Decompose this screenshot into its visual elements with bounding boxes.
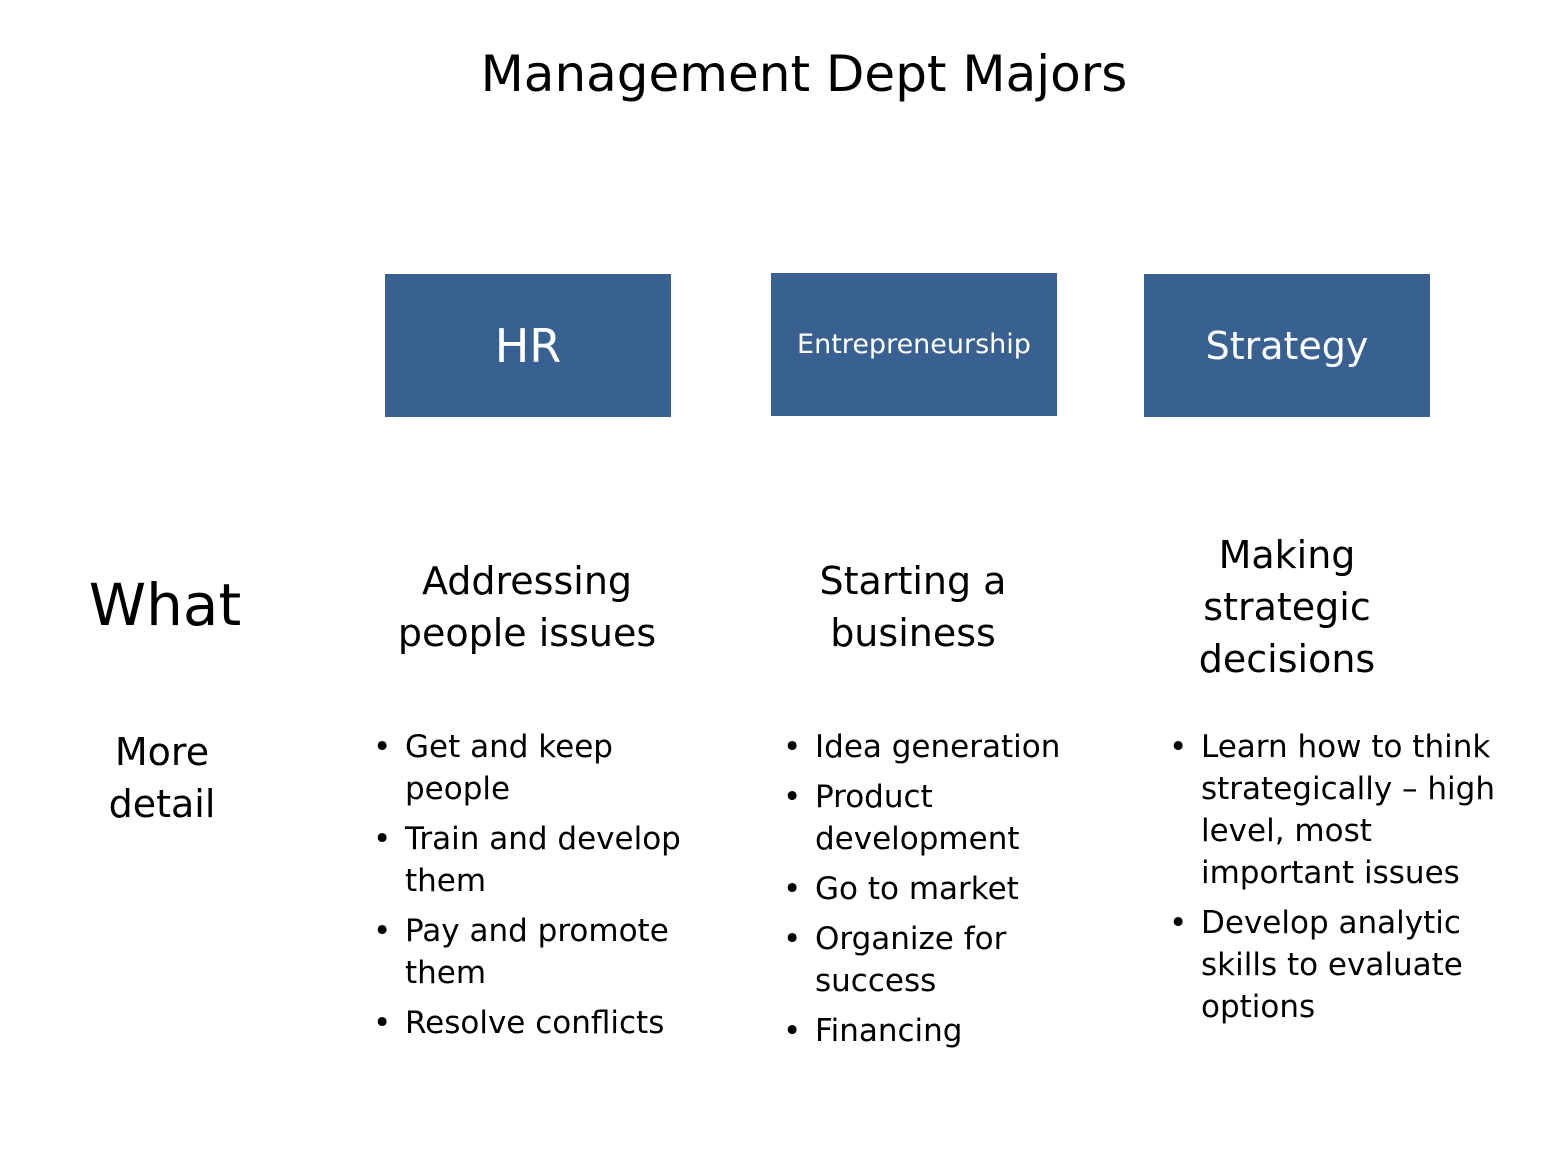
list-item-text: Product development: [815, 779, 1020, 857]
detail-list-entrepreneurship: [783, 726, 1113, 1060]
bullet-icon: •: [783, 1013, 802, 1049]
bullet-icon: •: [373, 1005, 392, 1041]
bullet-icon: •: [783, 729, 802, 765]
list-item-text: Go to market: [815, 871, 1019, 907]
bullet-icon: •: [1169, 905, 1188, 941]
bullet-icon: •: [783, 871, 802, 907]
list-item: [783, 918, 1113, 1002]
list-item: [783, 1010, 1113, 1052]
list-item: [1169, 726, 1509, 894]
what-text-entrepreneurship: Starting a business: [819, 559, 1007, 655]
list-item-text: Pay and promote them: [405, 913, 669, 991]
list-item-text: Develop analytic skills to evaluate options: [1201, 905, 1463, 1025]
list-item: [373, 1002, 703, 1044]
list-item-text: Learn how to think strategically – high level, most important issues: [1201, 729, 1495, 891]
list-item: [783, 868, 1113, 910]
major-box-hr: [385, 274, 671, 417]
bullet-icon: •: [1169, 729, 1188, 765]
bullet-icon: •: [373, 729, 392, 765]
major-label: Strategy: [1205, 323, 1369, 368]
list-item-text: Idea generation: [815, 729, 1061, 765]
page-title: Management Dept Majors: [480, 45, 1128, 103]
major-box-entrepreneurship: [771, 273, 1057, 416]
major-label: HR: [494, 318, 562, 373]
bullet-icon: •: [783, 921, 802, 957]
bullet-icon: •: [373, 913, 392, 949]
major-box-strategy: [1144, 274, 1430, 417]
list-item-text: Financing: [815, 1013, 963, 1049]
list-item-text: Get and keep people: [405, 729, 613, 807]
detail-list-strategy: [1169, 726, 1509, 1036]
bullet-icon: •: [373, 821, 392, 857]
detail-list-hr: [373, 726, 703, 1052]
what-text-strategy: Making strategic decisions: [1198, 533, 1376, 681]
list-item: [783, 776, 1113, 860]
bullet-icon: •: [783, 779, 802, 815]
list-item: [373, 910, 703, 994]
list-item-text: Organize for success: [815, 921, 1007, 999]
list-item: [783, 726, 1113, 768]
list-item: [1169, 902, 1509, 1028]
list-item-text: Resolve conflicts: [405, 1005, 665, 1041]
list-item: [373, 726, 703, 810]
row-label-more-detail: More detail: [108, 730, 216, 826]
major-label: Entrepreneurship: [797, 329, 1031, 360]
what-text-hr: Addressing people issues: [397, 559, 657, 655]
row-label-what: What: [88, 571, 242, 639]
list-item-text: Train and develop them: [405, 821, 681, 899]
list-item: [373, 818, 703, 902]
